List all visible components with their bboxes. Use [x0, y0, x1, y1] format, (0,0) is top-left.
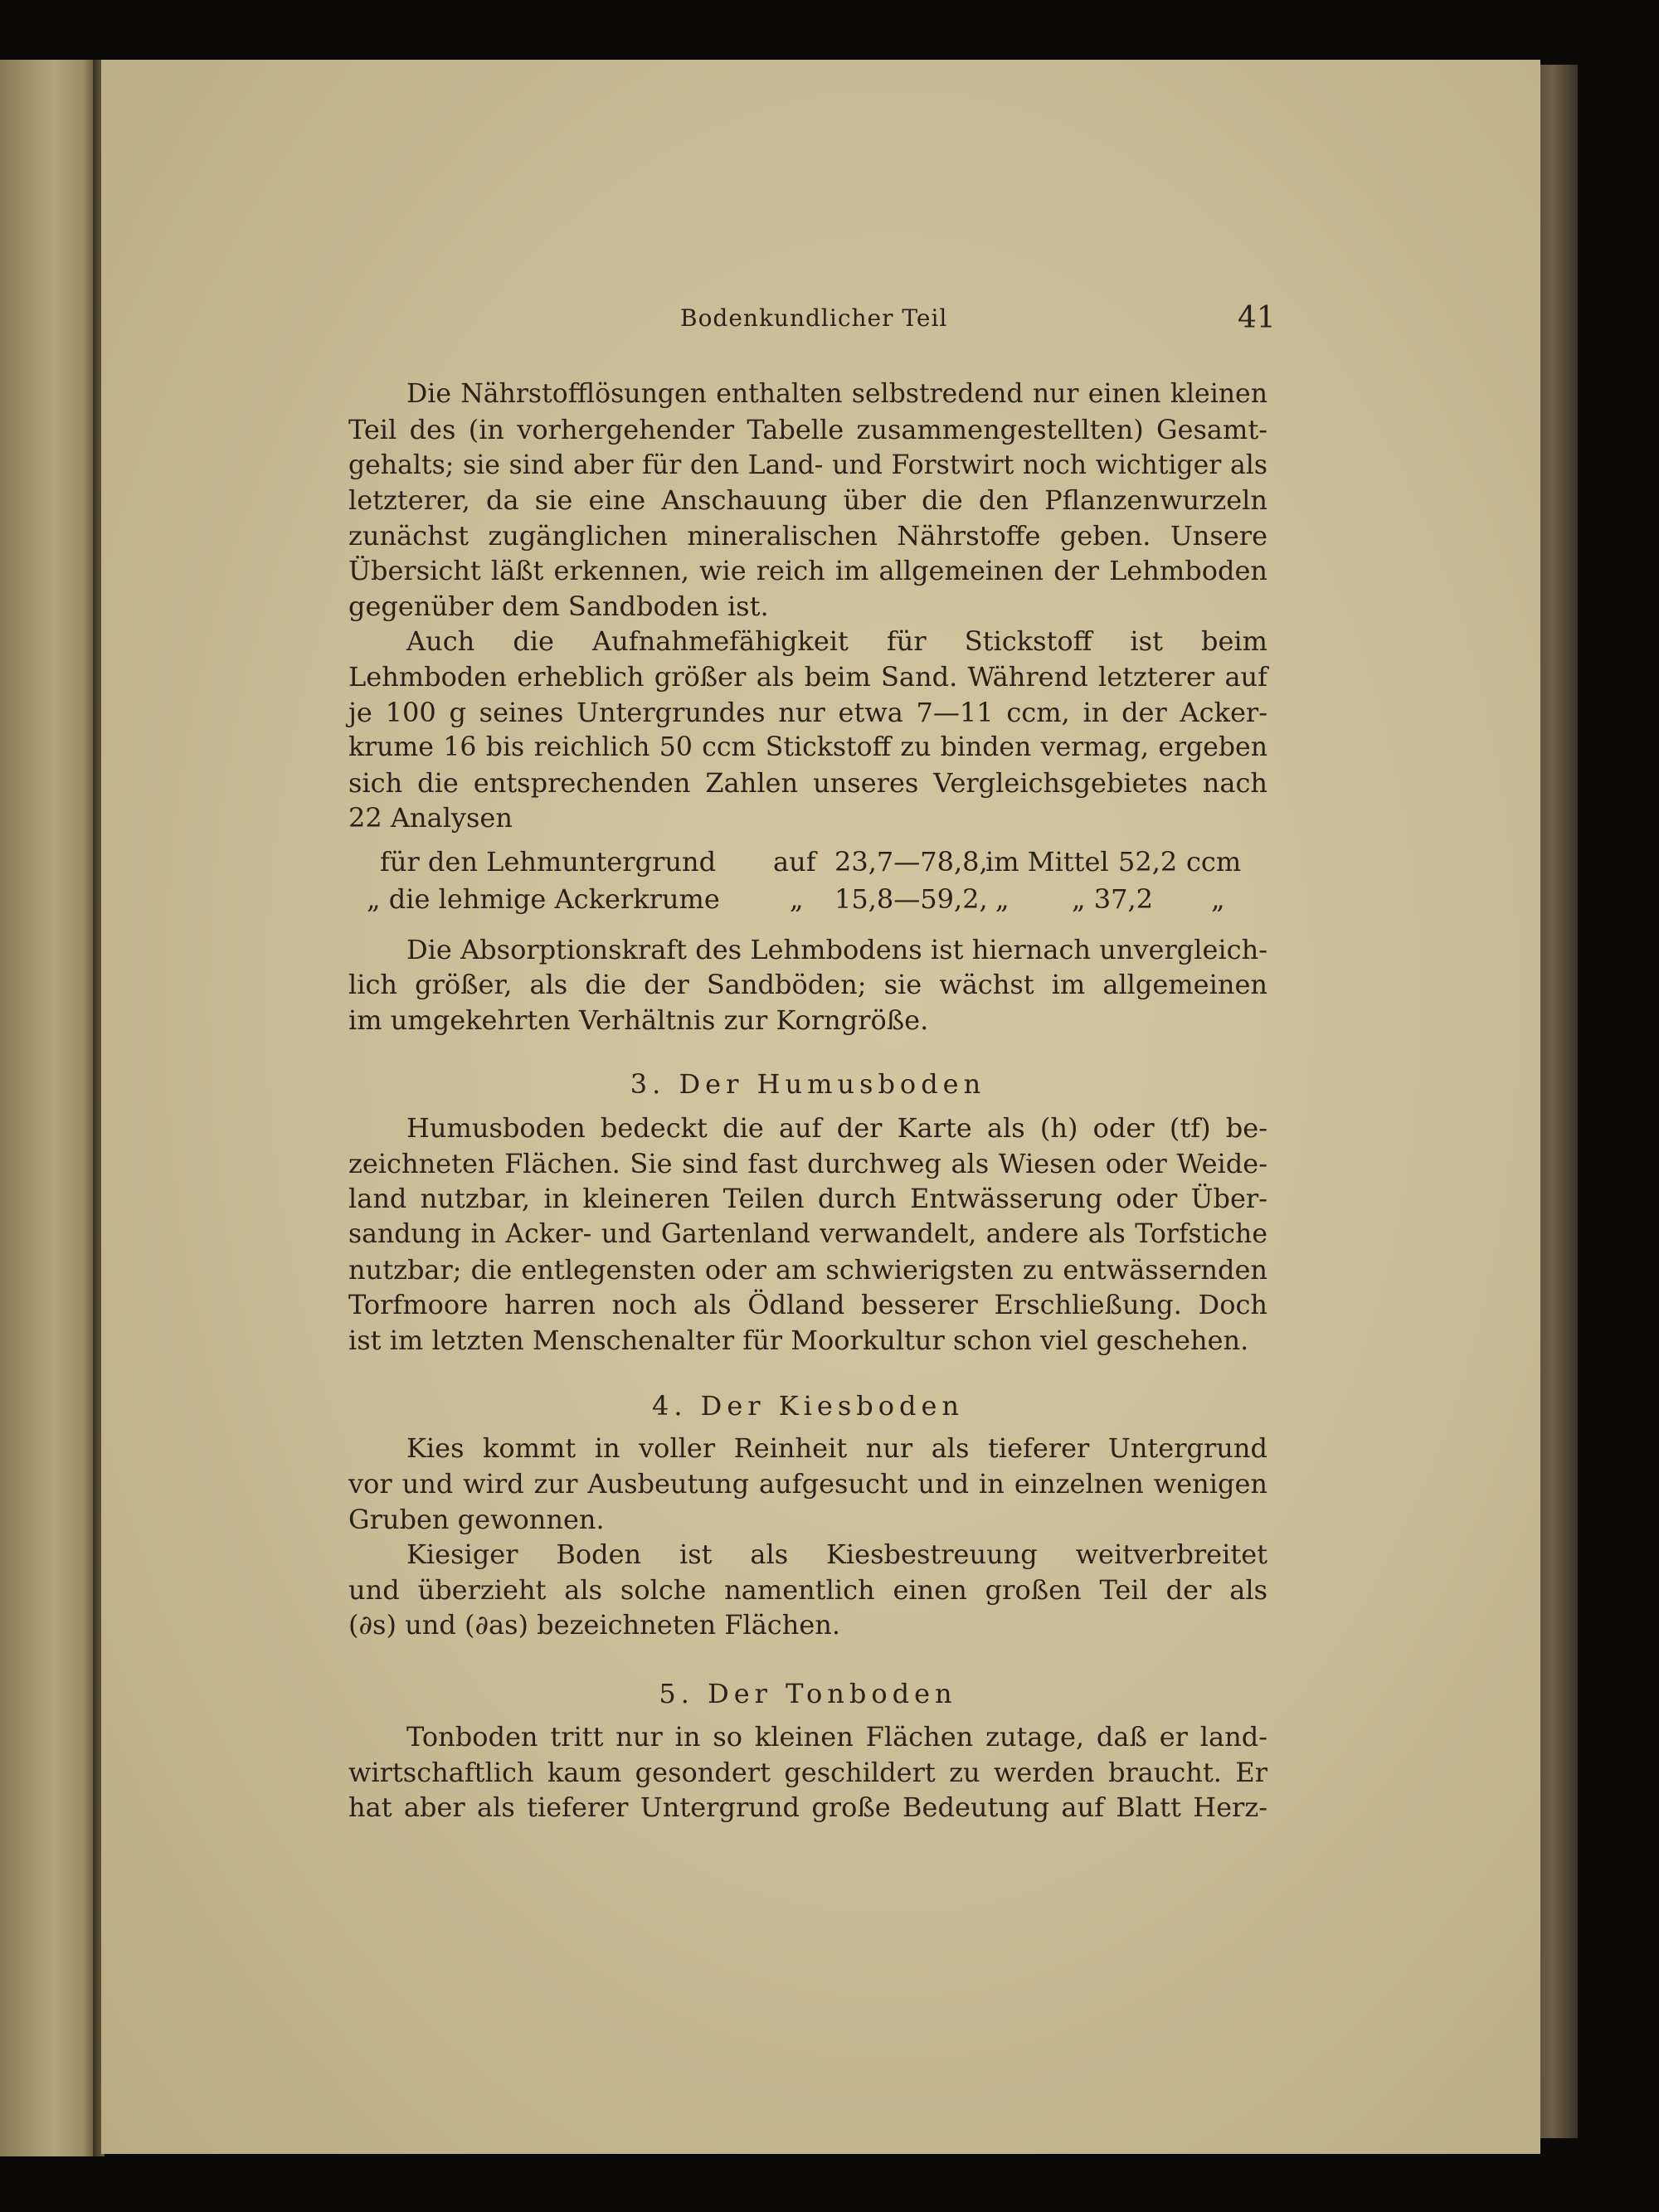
text-line: Gruben gewonnen. — [348, 1504, 605, 1535]
text-line: lich größer, als die der Sandböden; sie wächst im allgemeinen — [348, 969, 1267, 1000]
running-head — [0, 301, 1659, 341]
table-cell: 15,8—59,2, — [834, 883, 988, 915]
text-line: Kiesiger Boden ist als Kiesbestreuung weitverbreitet — [406, 1539, 1267, 1570]
section-heading: 3. Der Humusboden — [630, 1068, 986, 1100]
text-line: krume 16 bis reichlich 50 ccm Stickstoff zu binden vermag, ergeben — [348, 732, 1267, 762]
section-heading: 5. Der Tonboden — [659, 1678, 957, 1709]
text-line: ist im letzten Menschenalter für Moorkultur schon viel geschehen. — [348, 1325, 1249, 1356]
text-line: vor und wird zur Ausbeutung aufgesucht und in einzelnen wenigen — [348, 1468, 1267, 1500]
table-cell: „ — [790, 883, 804, 915]
text-line: Kies kommt in voller Reinheit nur als tieferer Untergrund — [406, 1432, 1267, 1464]
table-cell: ccm — [1186, 846, 1242, 878]
table-cell: „ — [1211, 883, 1225, 915]
table-cell: auf — [773, 846, 816, 878]
table-cell: für den Lehmuntergrund — [380, 846, 717, 878]
section-heading: 4. Der Kiesboden — [651, 1390, 965, 1422]
table-cell: 23,7—78,8, — [834, 846, 988, 878]
table-cell: „ 37,2 — [1072, 883, 1153, 915]
text-line: (∂s) und (∂as) bezeichneten Flächen. — [348, 1609, 841, 1641]
text-line: Torfmoore harren noch als Ödland besserer Erschließung. Doch — [348, 1289, 1267, 1320]
text-line: Die Nährstofflösungen enthalten selbstredend nur einen kleinen — [406, 379, 1267, 409]
text-line: wirtschaftlich kaum gesondert geschildert zu werden braucht. Er — [348, 1757, 1267, 1788]
left-page-edge — [0, 60, 98, 2156]
text-line: Übersicht läßt erkennen, wie reich im allgemeinen der Lehmboden — [348, 555, 1267, 586]
text-line: 22 Analysen — [348, 802, 513, 834]
text-line: und überzieht als solche namentlich einen großen Teil der als — [348, 1574, 1267, 1606]
text-line: Die Absorptionskraft des Lehmbodens ist hiernach unvergleich- — [406, 934, 1267, 965]
text-line: gehalts; sie sind aber für den Land- und Forstwirt noch wichtiger als — [348, 450, 1267, 480]
table-cell: „ die lehmige Ackerkrume — [367, 883, 720, 915]
text-line: nutzbar; die entlegensten oder am schwierigsten zu entwässernden — [348, 1254, 1267, 1286]
page-number: 41 — [1238, 301, 1276, 335]
text-line: im umgekehrten Verhältnis zur Korngröße. — [348, 1004, 929, 1036]
table-cell: 52,2 — [1118, 846, 1178, 878]
text-line: zeichneten Flächen. Sie sind fast durchweg als Wiesen oder Weide- — [348, 1148, 1267, 1179]
text-line: hat aber als tieferer Untergrund große Bedeutung auf Blatt Herz- — [348, 1791, 1267, 1823]
text-line: zunächst zugänglichen mineralischen Nährstoffe geben. Unsere — [348, 520, 1267, 552]
table-cell: im Mittel — [985, 846, 1109, 878]
text-line: je 100 g seines Untergrundes nur etwa 7—11 ccm, in der Acker- — [348, 697, 1267, 728]
text-line: land nutzbar, in kleineren Teilen durch Entwässerung oder Über- — [348, 1183, 1267, 1214]
text-line: Tonboden tritt nur in so kleinen Flächen zutage, daß er land- — [406, 1721, 1267, 1753]
running-title: Bodenkundlicher Teil — [680, 304, 948, 332]
text-line: gegenüber dem Sandboden ist. — [348, 591, 769, 622]
text-line: Teil des (in vorhergehender Tabelle zusammengestellten) Gesamt- — [348, 414, 1267, 445]
book-page — [101, 60, 1540, 2154]
text-line: Lehmboden erheblich größer als beim Sand. Während letzterer auf — [348, 661, 1267, 693]
table-cell: „ — [995, 883, 1010, 915]
text-line: letzterer, da sie eine Anschauung über die den Pflanzenwurzeln — [348, 484, 1267, 516]
text-line: sich die entsprechenden Zahlen unseres Vergleichsgebietes nach — [348, 767, 1267, 799]
text-line: Humusboden bedeckt die auf der Karte als (h) oder (tf) be- — [406, 1112, 1267, 1144]
text-line: sandung in Acker- und Gartenland verwandelt, andere als Torfstiche — [348, 1219, 1267, 1249]
text-line: Auch die Aufnahmefähigkeit für Stickstoff ist beim — [406, 625, 1267, 657]
